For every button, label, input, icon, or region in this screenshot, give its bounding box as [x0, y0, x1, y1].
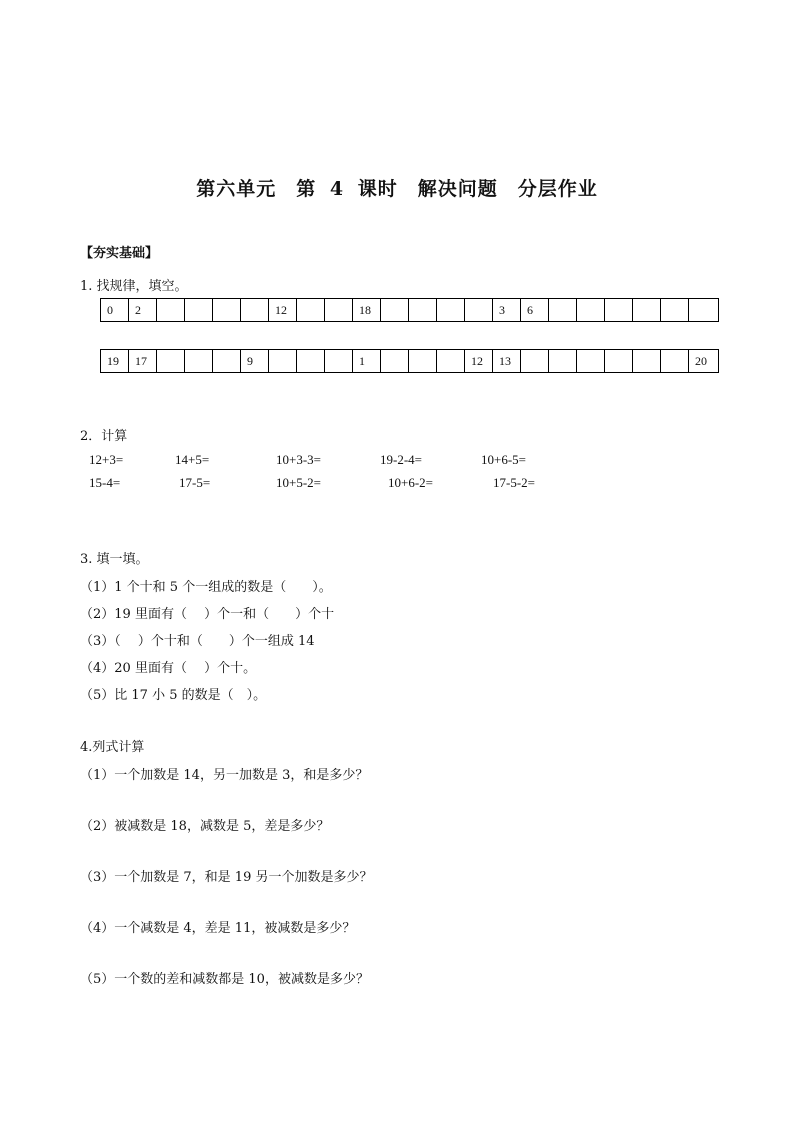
q2-label: 2．计算	[80, 429, 128, 444]
sequence-blank-cell[interactable]	[633, 350, 661, 373]
sequence-cell: 13	[493, 350, 521, 373]
sequence-blank-cell[interactable]	[549, 350, 577, 373]
sequence-blank-cell[interactable]	[297, 299, 325, 322]
sequence-blank-cell[interactable]	[577, 299, 605, 322]
sequence-row-1	[100, 298, 719, 322]
sequence-row-2	[100, 349, 719, 373]
q4-label: 4.列式计算	[80, 740, 145, 755]
sequence-blank-cell[interactable]	[381, 350, 409, 373]
word-problem: （5）一个数的差和减数都是 10，被减数是多少？	[80, 972, 369, 987]
sequence-blank-cell[interactable]	[577, 350, 605, 373]
calc-item: 19-2-4=	[380, 452, 422, 467]
fill-item: （2）19 里面有（ ）个一和（ ）个十	[80, 607, 335, 622]
q3-label: 3. 填一填。	[80, 552, 149, 567]
sequence-cell: 1	[353, 350, 381, 373]
section-label: 【夯实基础】	[80, 246, 159, 261]
word-problem: （2）被减数是 18，减数是 5，差是多少？	[80, 819, 330, 834]
sequence-blank-cell[interactable]	[661, 350, 689, 373]
fill-item: （1）1 个十和 5 个一组成的数是（ ）。	[80, 580, 332, 595]
calc-item: 10+5-2=	[276, 475, 321, 490]
sequence-blank-cell[interactable]	[213, 299, 241, 322]
sequence-blank-cell[interactable]	[437, 350, 465, 373]
sequence-blank-cell[interactable]	[605, 299, 633, 322]
sequence-blank-cell[interactable]	[409, 350, 437, 373]
sequence-blank-cell[interactable]	[437, 299, 465, 322]
sequence-blank-cell[interactable]	[241, 299, 269, 322]
calc-item: 14+5=	[175, 452, 210, 467]
sequence-cell: 6	[521, 299, 549, 322]
sequence-cell: 17	[129, 350, 157, 373]
calc-item: 12+3=	[89, 452, 124, 467]
sequence-blank-cell[interactable]	[633, 299, 661, 322]
sequence-blank-cell[interactable]	[185, 350, 213, 373]
calc-item: 15-4=	[89, 475, 121, 490]
sequence-blank-cell[interactable]	[465, 299, 493, 322]
sequence-cell: 19	[101, 350, 129, 373]
calc-item: 17-5=	[179, 475, 211, 490]
sequence-cell: 9	[241, 350, 269, 373]
sequence-blank-cell[interactable]	[661, 299, 689, 322]
sequence-cell: 3	[493, 299, 521, 322]
sequence-blank-cell[interactable]	[689, 299, 719, 322]
sequence-blank-cell[interactable]	[521, 350, 549, 373]
sequence-cell: 12	[269, 299, 297, 322]
calc-item: 17-5-2=	[493, 475, 535, 490]
sequence-blank-cell[interactable]	[409, 299, 437, 322]
fill-item: （5）比 17 小 5 的数是（ ）。	[80, 688, 267, 703]
sequence-blank-cell[interactable]	[325, 299, 353, 322]
sequence-blank-cell[interactable]	[325, 350, 353, 373]
sequence-blank-cell[interactable]	[157, 299, 185, 322]
sequence-cell: 0	[101, 299, 129, 322]
sequence-cell: 20	[689, 350, 719, 373]
word-problem: （1）一个加数是 14，另一加数是 3，和是多少？	[80, 768, 369, 783]
calc-item: 10+6-2=	[388, 475, 433, 490]
q1-label: 1. 找规律，填空。	[80, 279, 188, 294]
sequence-cell: 12	[465, 350, 493, 373]
sequence-blank-cell[interactable]	[605, 350, 633, 373]
word-problem: （3）一个加数是 7，和是 19 另一个加数是多少？	[80, 870, 373, 885]
calc-item: 10+6-5=	[481, 452, 526, 467]
sequence-blank-cell[interactable]	[297, 350, 325, 373]
word-problem: （4）一个减数是 4，差是 11，被减数是多少？	[80, 921, 356, 936]
sequence-blank-cell[interactable]	[269, 350, 297, 373]
sequence-blank-cell[interactable]	[549, 299, 577, 322]
sequence-blank-cell[interactable]	[381, 299, 409, 322]
fill-item: （3）（ ）个十和（ ）个一组成 14	[80, 634, 315, 649]
calc-item: 10+3-3=	[276, 452, 321, 467]
sequence-cell: 18	[353, 299, 381, 322]
fill-item: （4）20 里面有（ ）个十。	[80, 661, 257, 676]
page-title: 第六单元 第 4 课时 解决问题 分层作业	[196, 178, 598, 200]
sequence-blank-cell[interactable]	[213, 350, 241, 373]
sequence-blank-cell[interactable]	[185, 299, 213, 322]
sequence-blank-cell[interactable]	[157, 350, 185, 373]
sequence-cell: 2	[129, 299, 157, 322]
